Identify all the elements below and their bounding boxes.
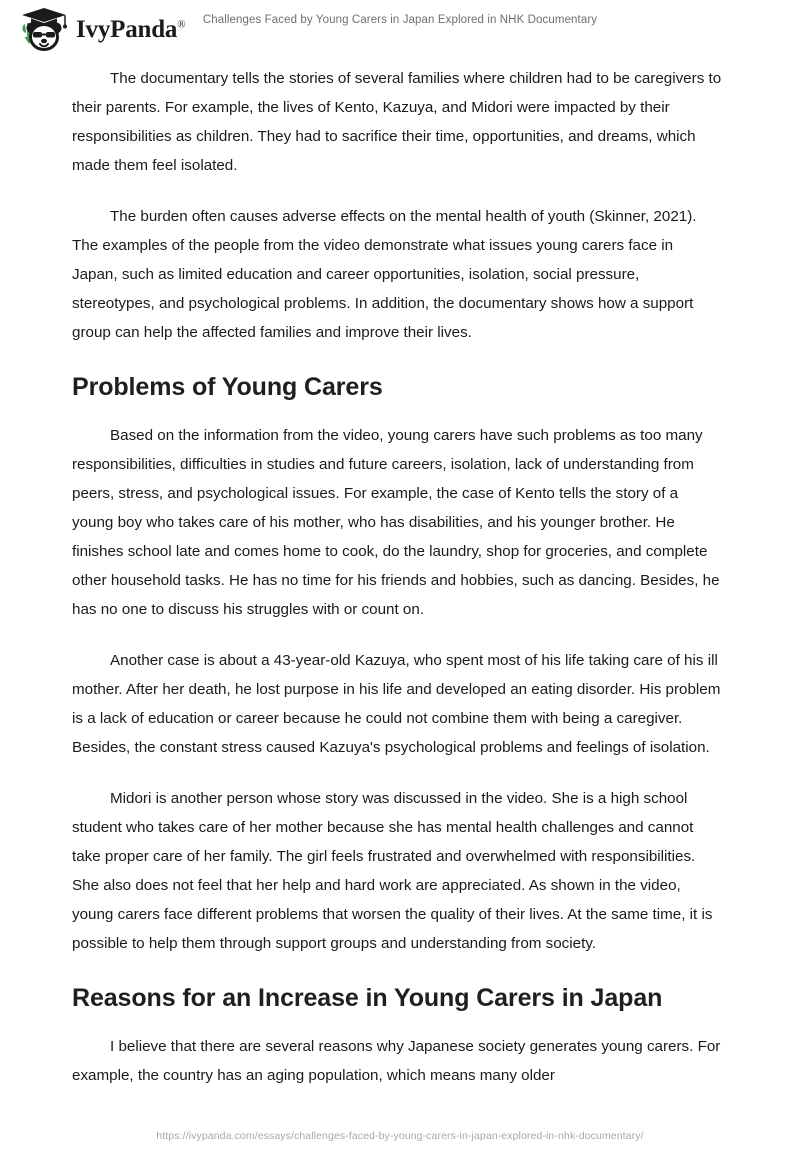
paragraph: Another case is about a 43-year-old Kazuya, who spent most of his life taking care of his ill mother. After her death, he lost purpose in his life and developed an eating disorder. His problem is a lack of education or career because he could not combine them with being a caregiver. Besides, the constant stress caused Kazuya's psychological problems and feelings of isolation. (72, 652, 721, 756)
page-header (0, 0, 800, 58)
footer-source-url[interactable]: https://ivypanda.com/essays/challenges-faced-by-young-carers-in-japan-explored-in-nhk-documentary/ (156, 1130, 644, 1142)
paragraph: Based on the information from the video, young carers have such problems as too many responsibilities, difficulties in studies and future careers, isolation, lack of understanding from peers, stress, and psychological issues. For example, the case of Kento tells the story of a young boy who takes care of his mother, who has disabilities, and his younger brother. He finishes school late and comes home to cook, do the laundry, shop for groceries, and complete other household tasks. He has no time for his friends and hobbies, such as dancing. Besides, he has no one to discuss his struggles with or count on. (72, 427, 720, 618)
brand-name-text: IvyPanda (76, 15, 178, 43)
brand-logo[interactable] (18, 6, 185, 52)
paragraph: I believe that there are several reasons why Japanese society generates young carers. For example, the country has an aging population, which means many older (72, 1038, 721, 1084)
paragraph: The burden often causes adverse effects on the mental health of youth (Skinner, 2021). The examples of the people from the video demonstrate what issues young carers face in Japan, such as limited education and career opportunities, isolation, social pressure, stereotypes, and psychological problems. In addition, the documentary shows how a support group can help the affected families and improve their lives. (72, 208, 697, 341)
paragraph: The documentary tells the stories of several families where children had to be caregivers to their parents. For example, the lives of Kento, Kazuya, and Midori were impacted by their responsibilities as children. They had to sacrifice their time, opportunities, and dreams, which made them feel isolated. (72, 70, 722, 174)
document-title-header: Challenges Faced by Young Carers in Japan Explored in NHK Documentary (202, 14, 598, 26)
panda-graduate-logo-icon (18, 6, 70, 52)
section-heading-problems-of-young-carers: Problems of Young Carers (72, 373, 383, 401)
registered-trademark-symbol: ® (177, 18, 186, 31)
paragraph: Midori is another person whose story was discussed in the video. She is a high school student who takes care of her mother because she has mental health challenges and cannot take proper care of her family. The girl feels frustrated and overwhelmed with responsibilities. She also does not feel that her help and hard work are appreciated. As shown in the video, young carers face different problems that worsen the quality of their lives. At the same time, it is possible to help them through support groups and understanding from society. (72, 790, 713, 952)
document-body (72, 64, 722, 1112)
page-footer (0, 1126, 800, 1144)
section-heading-reasons-for-increase: Reasons for an Increase in Young Carers in Japan (72, 984, 663, 1012)
